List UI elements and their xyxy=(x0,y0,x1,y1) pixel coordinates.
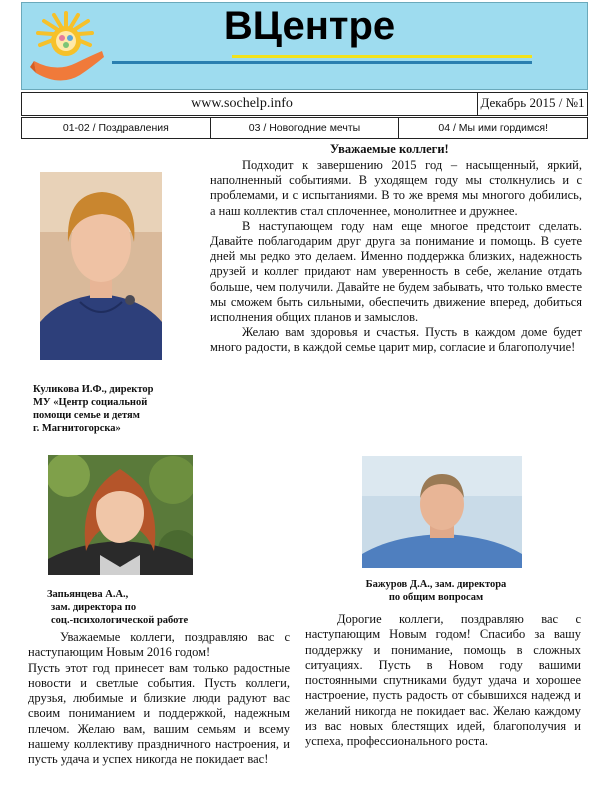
toc-item-dreams[interactable]: 03 / Новогодние мечты xyxy=(211,118,400,138)
main-letter-body xyxy=(210,158,582,356)
info-row xyxy=(21,92,588,116)
deputy1-caption-line1: Запьянцева А.А., xyxy=(47,589,129,600)
director-photo xyxy=(40,172,162,360)
main-letter-title: Уважаемые коллеги! xyxy=(330,142,449,156)
deputy2-caption-line2: по общим вопросам xyxy=(388,592,484,603)
deputy2-text: Дорогие коллеги, поздравляю вас с наступающим Новым годом! Спасибо за вашу поддержку и понимание, помощь в сложных ситуациях. Пусть в Новом году вашими постоянными спутниками будут удача и хорошее настроение, пусть радость от сбывшихся надежд и желаний никогда не покидает вас. Желаю каждому из вас новых блестящих идей, благополучия и успеха, профессионального роста. xyxy=(305,612,581,749)
deputy1-caption-line2: зам. директора по xyxy=(51,602,137,613)
toc-item-proud[interactable]: 04 / Мы ими гордимся! xyxy=(438,122,548,134)
director-caption-line4: г. Магнитогорска» xyxy=(33,423,121,434)
issue-date: Декабрь 2015 / №1 xyxy=(477,93,587,115)
header-banner xyxy=(21,2,588,90)
table-of-contents xyxy=(21,117,588,139)
deputy1-greeting: Уважаемые коллеги, поздравляю вас с наступающим Новым 2016 годом! xyxy=(28,630,290,660)
director-caption-line3: помощи семье и детям xyxy=(33,410,140,421)
newsletter-title: ВЦентре xyxy=(223,4,396,48)
deputy2-caption xyxy=(352,578,520,604)
banner-stripe-yellow xyxy=(232,55,532,58)
deputy1-body: Пусть этот год принесет вам только радостные новости и светлые события. Пусть коллеги, друзья, любимые и близкие люди радуют вас своим пониманием и поддержкой, надежным плечом. Желаю вам, вашим семьям и всему нашему коллективу праздничного настроения, и пусть удача и успех никогда не покидает вас! xyxy=(28,660,290,767)
toc-item-greetings[interactable]: 01-02 / Поздравления xyxy=(22,118,211,138)
deputy1-caption xyxy=(47,588,188,627)
main-letter-paragraph-1: Подходит к завершению 2015 год – насыщенный, яркий, наполненный событиями. В уходящем году мы столкнулись и с проблемами, и с испытаниями. В то же время мы многого добились, а наш коллектив стал сплоченнее, монолитнее и дружнее. xyxy=(210,158,582,218)
deputy2-photo xyxy=(362,456,522,568)
director-caption-line2: МУ «Центр социальной xyxy=(33,397,148,408)
main-letter-paragraph-3: Желаю вам здоровья и счастья. Пусть в каждом доме будет много радости, в каждой семье царит мир, согласие и благополучие! xyxy=(210,325,582,355)
director-caption-line1: Куликова И.Ф., директор xyxy=(33,384,154,395)
deputy2-caption-line1: Бажуров Д.А., зам. директора xyxy=(365,579,507,590)
deputy2-letter xyxy=(305,612,581,750)
website-link[interactable]: www.sochelp.info xyxy=(191,96,293,111)
banner-stripe-blue xyxy=(112,61,532,64)
deputy1-photo xyxy=(48,455,193,575)
main-letter-paragraph-2: В наступающем году нам еще многое предстоит сделать. Давайте поблагодарим друг друга за понимание и помощь. В суете дней мы редко это делаем. Именно поддержка близких, надежность друзей и коллег придают нам уверенность в себе, желание отдать больше, чем получили. Давайте не будем забывать, что только вместе мы сможем быть сильными, обеспечить движение вперед, добиться исполнения общих планов и замыслов. xyxy=(210,218,582,325)
director-caption xyxy=(33,383,153,435)
deputy1-caption-line3: соц.-психологической работе xyxy=(51,615,189,626)
deputy1-letter xyxy=(28,630,290,768)
